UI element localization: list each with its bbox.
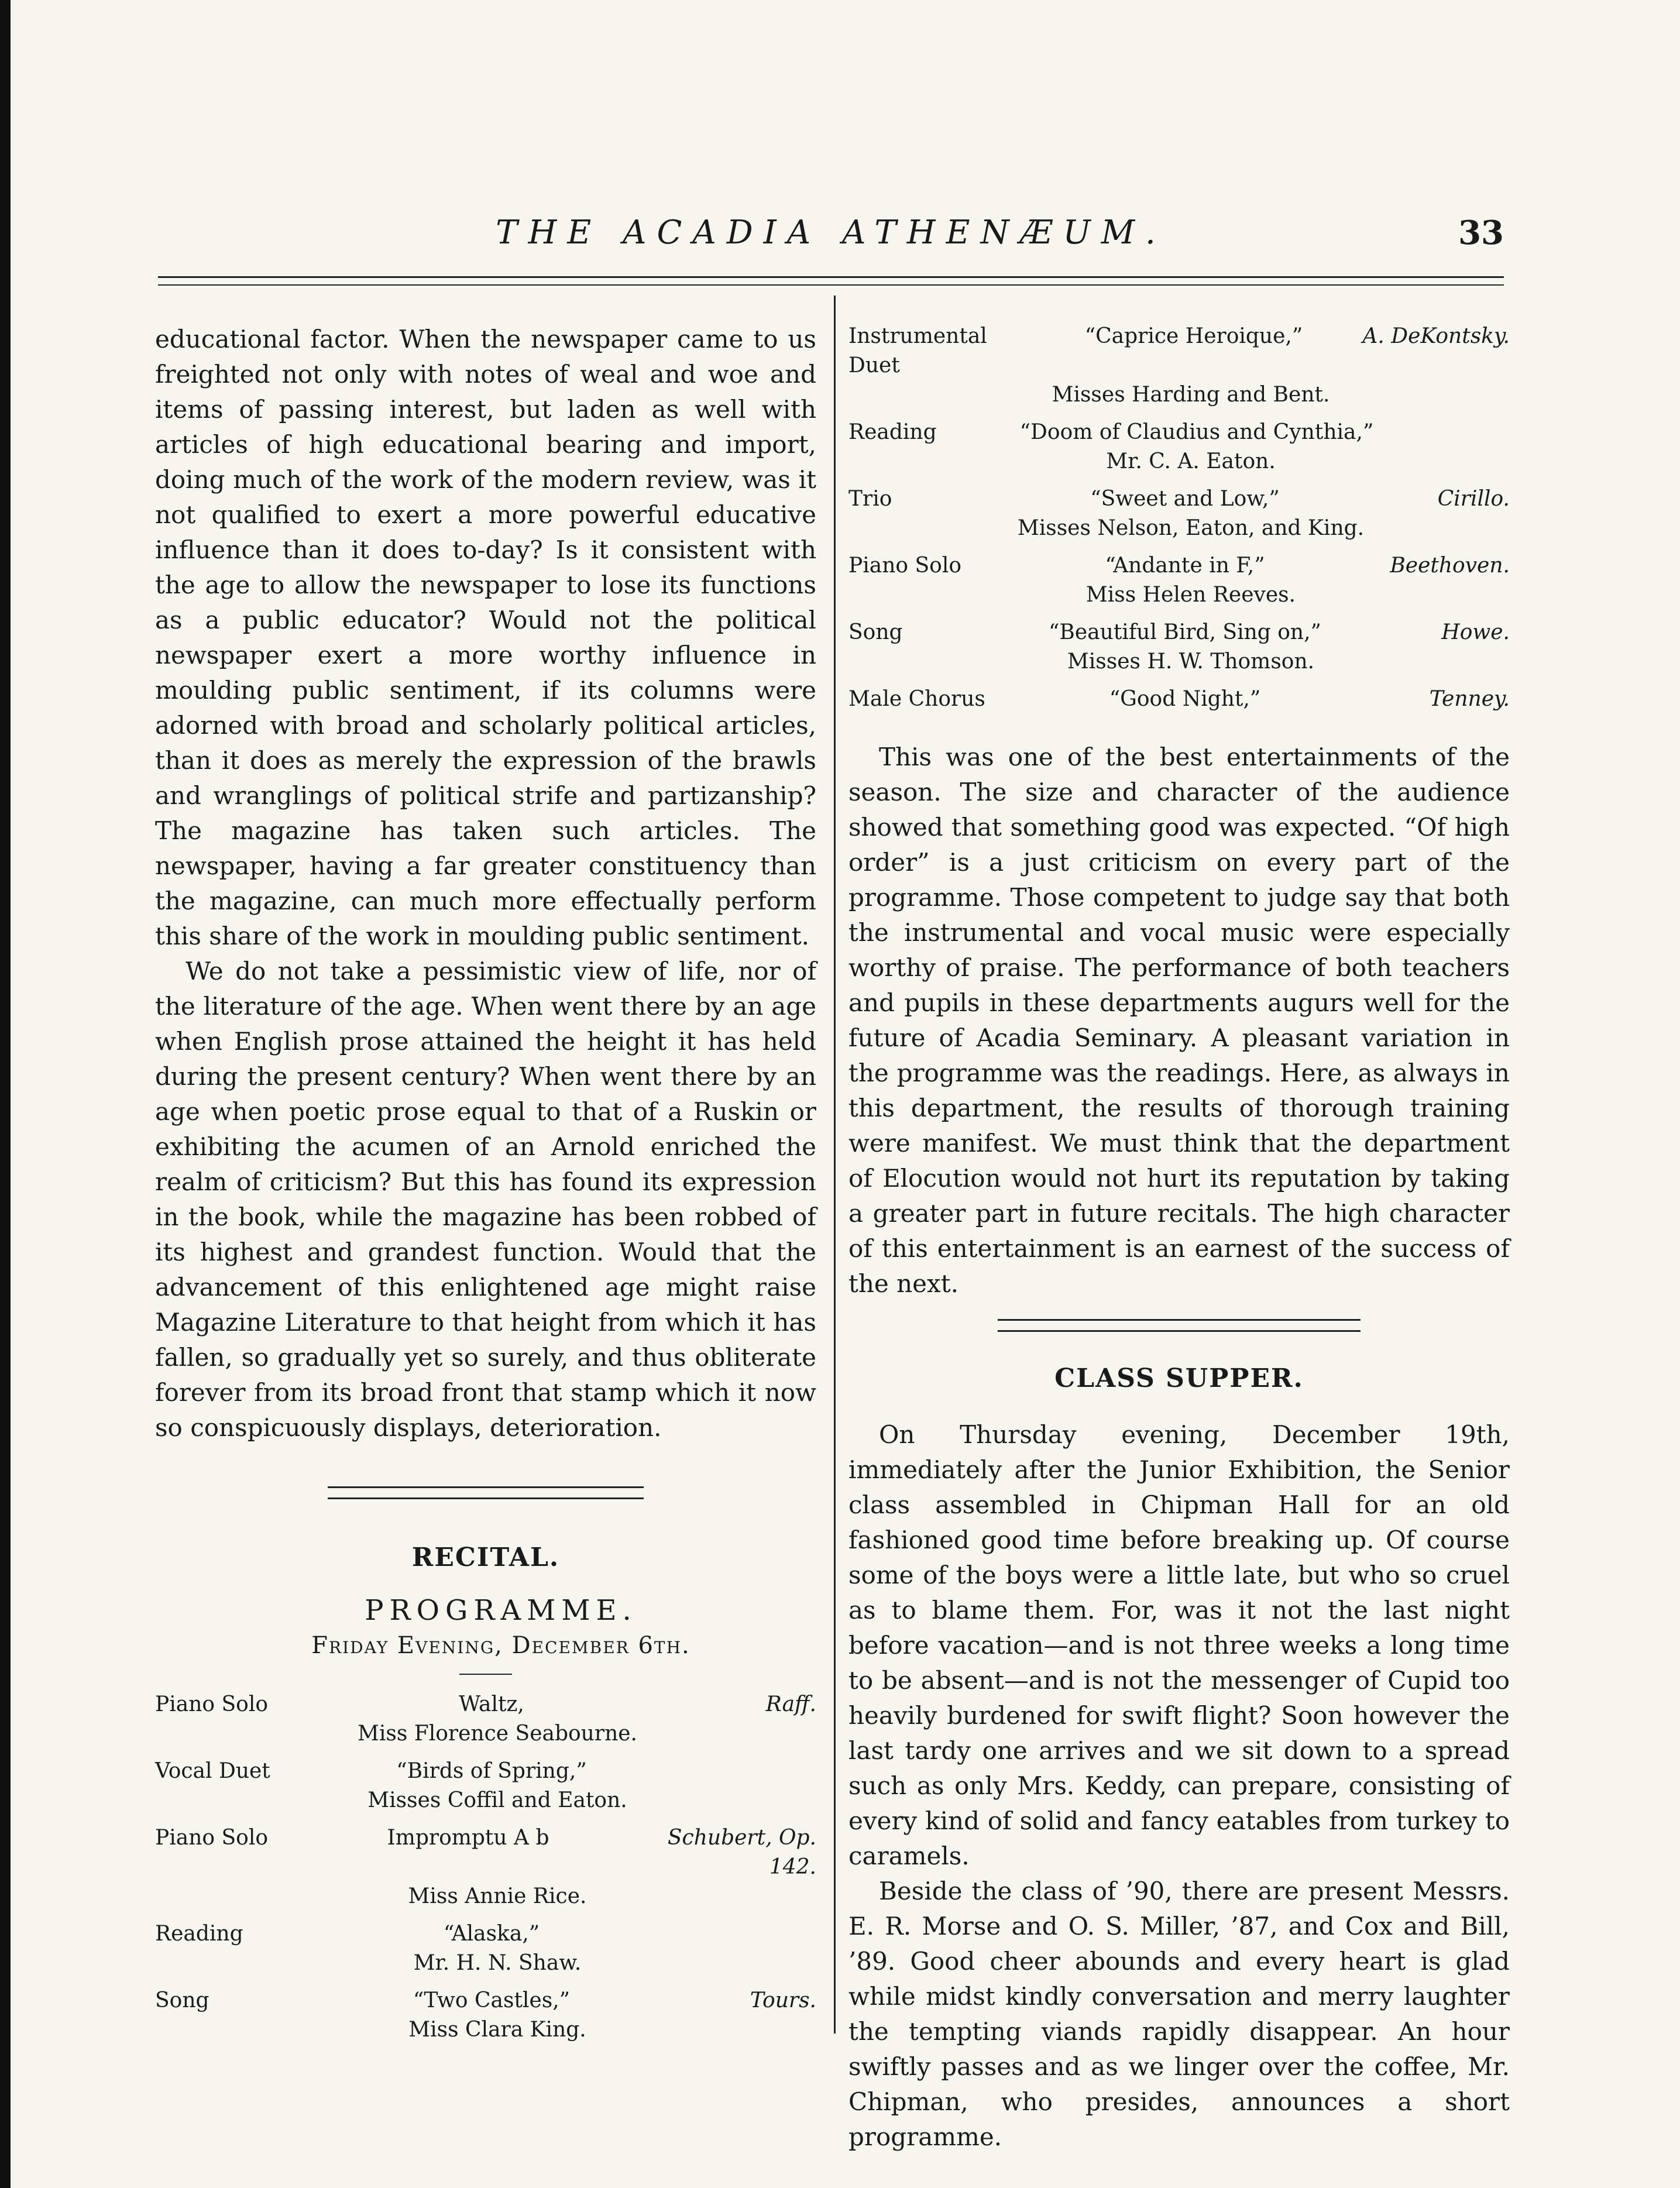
item-piece: Impromptu A b — [387, 1826, 549, 1850]
header-rule-top — [158, 276, 1504, 278]
item-performers: Mr. H. N. Shaw. — [413, 1951, 582, 1975]
item-composer: Raff. — [765, 1692, 816, 1716]
item-performers: Misses Nelson, Eaton, and King. — [1017, 516, 1365, 540]
item-piece: “Alaska,” — [443, 1922, 540, 1946]
programme-item — [848, 418, 1510, 476]
journal-title: THE ACADIA ATHENÆUM. — [496, 214, 1166, 252]
item-piece: “Sweet and Low,” — [1090, 487, 1280, 511]
item-kind: Vocal Duet — [155, 1759, 270, 1783]
item-composer — [1439, 418, 1510, 447]
item-performers: Misses H. W. Thomson. — [1067, 650, 1315, 674]
item-composer — [676, 1757, 816, 1786]
column-divider — [834, 296, 836, 2034]
item-piece: “Two Castles,” — [413, 1988, 571, 2012]
item-composer — [676, 1919, 816, 1949]
item-kind: Piano Solo — [155, 1692, 269, 1716]
programme-item — [848, 551, 1510, 610]
short-divider — [459, 1674, 512, 1675]
section-divider — [328, 1486, 644, 1499]
programme-item — [155, 1919, 816, 1978]
item-piece: “Doom of Claudius and Cynthia,” — [1019, 420, 1374, 444]
item-performers: Mr. C. A. Eaton. — [1106, 449, 1276, 473]
right-column — [848, 322, 1510, 2155]
section-divider — [998, 1319, 1361, 1332]
item-composer: A. DeKontsky. — [1362, 324, 1510, 348]
item-piece: Waltz, — [459, 1692, 524, 1716]
programme-item — [155, 1986, 816, 2045]
item-piece: “Andante in F,” — [1105, 554, 1265, 578]
programme-item — [848, 685, 1510, 714]
item-kind: Reading — [848, 420, 937, 444]
item-kind: Song — [155, 1988, 209, 2012]
article-paragraph: Beside the class of ’90, there are present Messrs. E. R. Morse and O. S. Miller, ’87, and Cox and Bill, ’89. Good cheer abounds and every heart is glad while midst kindly conversation and merry laughter the tempting viands rapidly disappear. An hour swiftly passes and as we linger over the coffee, Mr. Chipman, who presides, announces a short programme. — [848, 1877, 1510, 2151]
programme-item — [155, 1757, 816, 1815]
item-kind: Trio — [848, 487, 892, 511]
programme-item — [848, 618, 1510, 676]
item-composer: Beethoven. — [1390, 554, 1510, 578]
item-performers: Miss Annie Rice. — [408, 1884, 587, 1908]
item-kind: Song — [848, 620, 903, 644]
programme-item — [848, 485, 1510, 543]
item-kind: Male Chorus — [848, 687, 985, 711]
item-performers: Miss Helen Reeves. — [1085, 583, 1296, 607]
item-composer: Tenney. — [1429, 687, 1510, 711]
item-composer: Tours. — [750, 1988, 816, 2012]
article-paragraph: We do not take a pessimistic view of life, nor of the literature of the age. When went there by an age when English prose attained the height it has held during the present century? When went there by an age when poetic prose equal to that of a Ruskin or exhibiting the acumen of an Arnold enriched the realm of criticism? But this has found its expression in the book, while the magazine has been robbed of its highest and grandest function. Would that the advancement of this enlightened age might raise Magazine Literature to that height from which it has fallen, so gradually yet so surely, and thus obliterate forever from its broad front that stamp which it now so conspicuously displays, deterioration. — [155, 957, 816, 1442]
item-piece: “Birds of Spring,” — [396, 1759, 587, 1783]
programme-date: Friday Evening, December 6th. — [311, 1632, 690, 1659]
recital-heading: RECITAL. — [411, 1543, 560, 1572]
left-column — [155, 322, 816, 2053]
item-performers: Misses Harding and Bent. — [1052, 383, 1330, 407]
item-kind: Reading — [155, 1922, 243, 1946]
review-paragraph: This was one of the best entertainments of the season. The size and character of the audience showed that something good was expected. “Of high order” is a just criticism on every part of the programme. Those competent to judge say that both the instrumental and vocal music were especially worthy of praise. The performance of both teachers and pupils in these departments augurs well for the future of Acadia Seminary. A pleasant variation in the programme was the readings. Here, as always in this department, the results of thorough training were manifest. We must think that the department of Elocution would not hurt its reputation by taking a greater part in future recitals. The high character of this entertainment is an earnest of the success of the next. — [848, 743, 1510, 1298]
programme-item — [848, 322, 1510, 410]
item-piece: “Beautiful Bird, Sing on,” — [1049, 620, 1321, 644]
item-performers: Miss Clara King. — [408, 2018, 586, 2042]
class-supper-heading: CLASS SUPPER. — [1054, 1363, 1304, 1393]
item-composer: Cirillo. — [1437, 487, 1510, 511]
page-header — [158, 214, 1504, 260]
item-kind: Instrumental Duet — [848, 324, 987, 377]
item-performers: Miss Florence Seabourne. — [357, 1722, 638, 1746]
header-rule-bottom — [158, 284, 1504, 286]
item-performers: Misses Coffil and Eaton. — [367, 1788, 627, 1812]
item-composer: Schubert, Op. 142. — [667, 1826, 816, 1879]
item-composer: Howe. — [1441, 620, 1510, 644]
page-spine-shadow — [0, 0, 11, 2188]
item-piece: “Good Night,” — [1109, 687, 1261, 711]
programme-title: PROGRAMME. — [365, 1594, 637, 1627]
programme-item — [155, 1823, 816, 1911]
item-piece: “Caprice Heroique,” — [1084, 324, 1303, 348]
article-paragraph: educational factor. When the newspaper came to us freighted not only with notes of weal and woe and items of passing interest, but laden as well with articles of high educational bearing and import, doing much of the work of the modern review, was it not qualified to exert a more powerful educative influence than it does to-day? Is it consistent with the age to allow the newspaper to lose its functions as a public educator? Would not the political newspaper exert a more worthy influence in moulding public sentiment, if its columns were adorned with broad and scholarly political articles, than it does as merely the expression of the brawls and wranglings of political strife and partizanship? The magazine has taken such articles. The newspaper, having a far greater constituency than the magazine, can much more effectually perform this share of the work in moulding public sentiment. — [155, 325, 816, 950]
item-kind: Piano Solo — [155, 1826, 269, 1850]
article-paragraph: On Thursday evening, December 19th, immediately after the Junior Exhibition, the Senior class assembled in Chipman Hall for an old fashioned good time before breaking up. Of course some of the boys were a little late, but who so cruel as to blame them. For, was it not the last night before vacation—and is not three weeks a long time to be absent—and is not the messenger of Cupid too heavily burdened for swift flight? Soon however the last tardy one arrives and we sit down to a spread such as only Mrs. Keddy, can prepare, consisting of every kind of solid and fancy eatables from turkey to caramels. — [848, 1420, 1510, 1870]
programme-item — [155, 1690, 816, 1749]
page-number: 33 — [1458, 214, 1504, 252]
item-kind: Piano Solo — [848, 554, 962, 578]
